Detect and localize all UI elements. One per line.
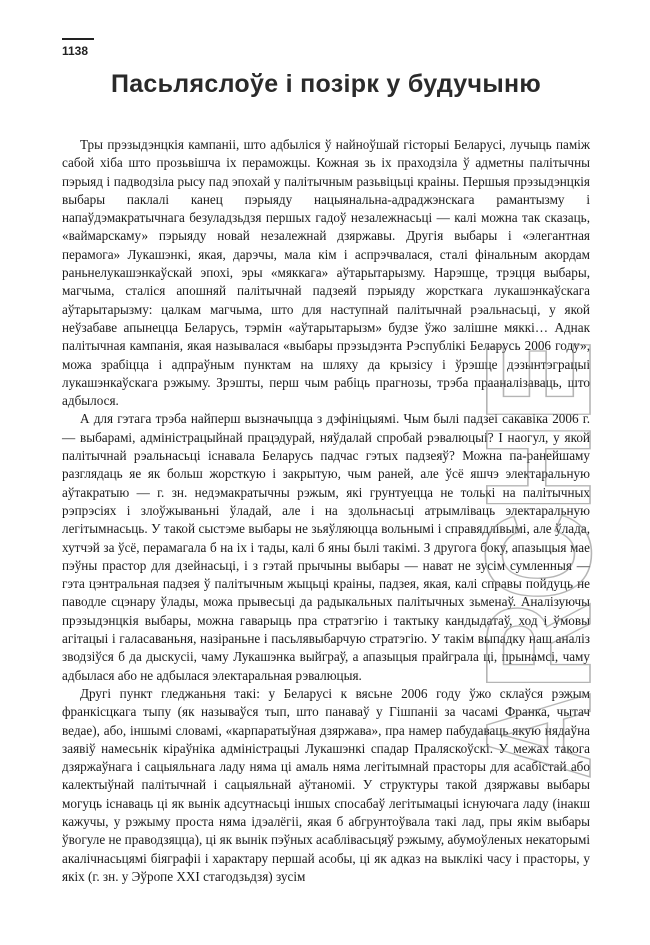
page-number: 1138 <box>62 44 89 58</box>
paragraph-2: А для гэтага трэба найперш вызначыцца з дэфініцыямі. Чым былі падзеі сакавіка 2006 г. — выбарамі, адміністрацыйнай працэдурай, няўдалай спробай рэвалюцыі? І наогул, у якой палітычнай рэальнасьці існавала Беларусь падчас гэтых падзеяў? Можна па-ранейшаму разглядаць яе як больш жорсткую і закрытую, чым раней, але ўсё яшчэ электаральную аўтакратыю — г. зн. недэмакратычны рэжым, які грунтуецца не толькі на палітычных рэпрэсіях і злоўжываньні ўладай, але і на здольнасьці атрымліваць электаральную легітымнасьць. У такой сыстэме выбары не зьяўляюцца вольнымі і справядлівымі, але ўлада, хутчэй за ўсё, перамагала б на іх і тады, калі б яны былі такімі. З другога боку, апазыцыя мае пэўны прастор для дзейнасьці, і з гэтай прычыны выбары — нават не зусім сумленныя — гэта цэнтральная падзея ў палітычным жыцьці краіны, падзея, якая, калі справы пойдуць не паводле сцэнару ўлады, можа прывесьці да радыкальных палітычных зьменаў. Аналізуючы прэзыдэнцкія выбары, можна гаварыць пра стратэгію і тактыку кандыдатаў, ход і ўмовы агітацыі і галасаваньня, назіраньне і пасьлявыбарчую стратэгію. У такім выпадку наш аналіз зводзіўся б да дыскусіі, чаму Лукашэнка выйграў, а апазыцыя прайграла ці, прынамсі, чаму адбылася або не адбылася электаральная рэвалюцыя. <box>62 411 590 683</box>
header-rule <box>62 38 94 40</box>
watermark-text: ARCHE <box>454 246 622 780</box>
body-text <box>62 136 590 886</box>
chapter-title: Пасьляслоўе і позірк у будучыню <box>110 70 542 98</box>
paragraph-3: Другі пункт гледжаньня такі: у Беларусі к вясьне 2006 году ўжо склаўся рэжым франкісцкага тыпу (як называўся тып, што панаваў у Гішпаніі за часамі Франка, чытач ведае), або, іншымі словамі, «карпаратыўная дзяржава», пра намер пабудаваць якую нядаўна заявіў намесьнік кіраўніка адміністрацыі Лукашэнкі спадар Праляскоўскі. У межах такога дзяржаўнага і сацыяльнага ладу няма ці амаль няма легітымнай прасторы для асабістай або калектыўнай палітычнай і сацыяльнай аўтаноміі. У структуры такой дзяржавы выбары могуць існаваць ці як вынік адсутнасьці іншых спосабаў легітымацыі існуючага ладу (інакш кажучы, у рэжыму проста няма ідэалёгіі, якая б абгрунтоўвала такі лад, пры якім выбары ўвогуле не праводзяцца), ці як вынік пэўных асаблівасьцяў рэжыму, абумоўленых некаторымі акалічнасьцямі біяграфіі і характару першай асобы, ці як адказ на выклікі часу і прасторы, у якіх (г. зн. у Эўропе XXI стагодзьдзя) зусім <box>62 685 590 884</box>
paragraph-1: Тры прэзыдэнцкія кампаніі, што адбыліся ў найноўшай гісторыі Беларусі, лучыць паміж сабой хіба што прозьвішча іх пераможцы. Кожная зь іх праходзіла ў адметны палітычны пэрыяд і падводзіла рысу пад эпохай у палітычным разьвіцьці краіны. Першыя прэзыдэнцкія выбары паклалі канец пэрыяду нацыянальна-адраджэнскага рамантызму і напаўдэмакратычнага безуладзьдзя першых гадоў незалежнасьці — калі можна так сказаць, «ваймарскаму» пэрыяду новай незалежнай дзяржавы. Другія выбары і «элегантная перамога» Лукашэнкі, якая, дарэчы, мала кім і аспрэчвалася, сталі фінальным акордам раньнелукашэнкаўскай эпохі, эры «мяккага» аўтарытарызму. Нарэшце, трэцця выбары, магчыма, сталіся апошняй палітычнай падзеяй пэрыяду жорсткага лукашэнкаўскага аўтарытарызму: цалкам магчыма, што для наступнай палітычнай рэальнасьці, у якой неўзабаве апынецца Беларусь, тэрмін «аўтарытарызм» будзе ўжо залішне мяккі… Аднак палітычная кампанія, якая называлася «выбары прэзыдэнта Рэспублікі Беларусь 2006 году», можа зрабіцца і адпраўным пунктам на шляху да крызісу і ўрэшце дэзынтэграцыі лукашэнкаўскага рэжыму. Зрэшты, перш чым рабіць прагнозы, трэба прааналізаваць, што адбылося. <box>62 137 590 409</box>
